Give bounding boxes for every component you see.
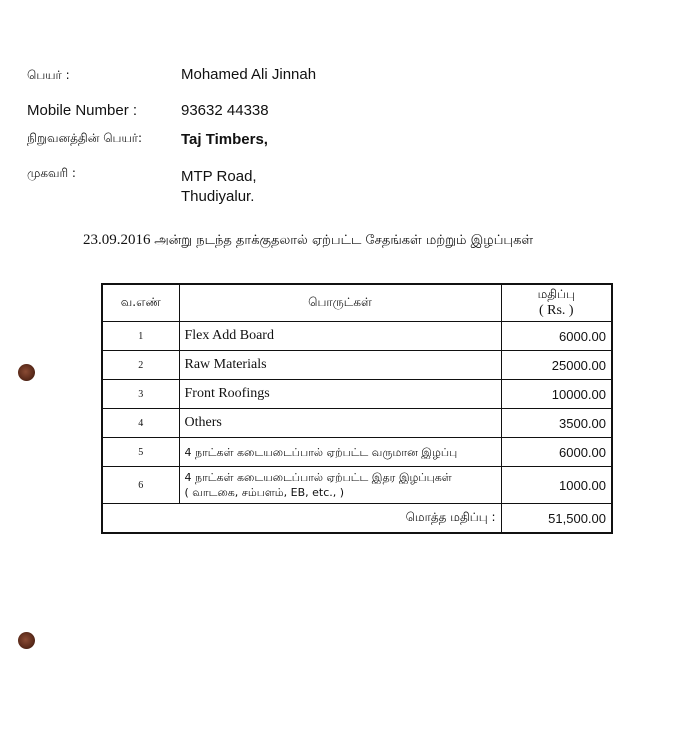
name-label: பெயர் : xyxy=(27,68,70,82)
table-header-row xyxy=(102,284,612,322)
total-amount: 51,500.00 xyxy=(501,504,612,534)
row-item: Raw Materials xyxy=(179,351,501,380)
mobile-label: Mobile Number : xyxy=(27,102,138,119)
name-value: Mohamed Ali Jinnah xyxy=(181,66,317,83)
row-item: 4 நாட்கள் கடையடைப்பால் ஏற்பட்ட வருமான இழப்பு xyxy=(179,438,501,467)
row-item: Front Roofings xyxy=(179,380,501,409)
company-value: Taj Timbers, xyxy=(181,131,268,148)
document-heading xyxy=(83,232,533,249)
table-row xyxy=(102,438,612,467)
address-line-1: MTP Road, xyxy=(181,168,257,185)
row-amount: 10000.00 xyxy=(501,380,612,409)
row-amount: 25000.00 xyxy=(501,351,612,380)
row-amount: 6000.00 xyxy=(501,438,612,467)
address-label: முகவரி : xyxy=(27,166,76,180)
row-item xyxy=(179,467,501,504)
heading-date: 23.09.2016 xyxy=(83,232,151,248)
row-item: Others xyxy=(179,409,501,438)
header-item: பொருட்கள் xyxy=(179,284,501,322)
total-label: மொத்த மதிப்பு : xyxy=(102,504,501,534)
address-line-2: Thudiyalur. xyxy=(181,188,255,205)
row-item-line-1: 4 நாட்கள் கடையடைப்பால் ஏற்பட்ட இதர இழப்புகள் xyxy=(184,471,452,484)
row-sno: 5 xyxy=(102,438,179,467)
row-sno: 2 xyxy=(102,351,179,380)
damage-table xyxy=(101,283,613,534)
company-label: நிறுவனத்தின் பெயர்: xyxy=(27,131,143,145)
table-row xyxy=(102,467,612,504)
table-row xyxy=(102,380,612,409)
punch-hole xyxy=(18,364,35,381)
header-value-unit: ( Rs. ) xyxy=(538,303,574,318)
row-item: Flex Add Board xyxy=(179,322,501,351)
heading-text: அன்று நடந்த தாக்குதலால் ஏற்பட்ட சேதங்கள் மற்றும் இழப்புகள் xyxy=(154,233,534,248)
total-row xyxy=(102,504,612,534)
row-sno: 1 xyxy=(102,322,179,351)
row-amount: 6000.00 xyxy=(501,322,612,351)
header-value-label: மதிப்பு xyxy=(537,287,575,301)
table-row xyxy=(102,351,612,380)
table-row xyxy=(102,322,612,351)
table-row xyxy=(102,409,612,438)
row-amount: 3500.00 xyxy=(501,409,612,438)
row-sno: 3 xyxy=(102,380,179,409)
row-item-line-2: ( வாடகை, சம்பளம், EB, etc., ) xyxy=(184,486,345,499)
punch-hole xyxy=(18,632,35,649)
row-sno: 6 xyxy=(102,467,179,504)
row-amount: 1000.00 xyxy=(501,467,612,504)
row-sno: 4 xyxy=(102,409,179,438)
mobile-value: 93632 44338 xyxy=(181,102,269,119)
header-value xyxy=(501,284,612,322)
header-sno: வ.எண் xyxy=(102,284,179,322)
